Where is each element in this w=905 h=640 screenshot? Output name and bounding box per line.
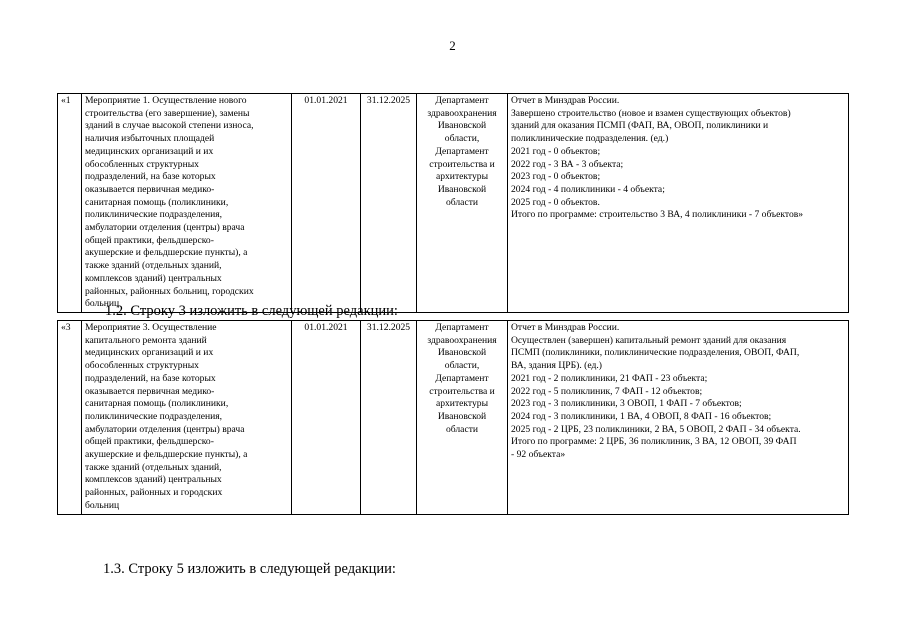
text-line: акушерские и фельдшерские пункты), а xyxy=(85,247,248,259)
text-line: поликлинические подразделения. (ед.) xyxy=(511,133,669,145)
text-line: Итого по программе: строительство 3 ВА, 4 поликлиники - 7 объектов» xyxy=(511,209,804,221)
text-line: также зданий (отдельных зданий, xyxy=(85,461,222,473)
text-line: области xyxy=(445,196,479,208)
responsible-dept-cell xyxy=(417,94,508,313)
table-row xyxy=(58,94,849,313)
table-row xyxy=(58,321,849,515)
program-table-row-1 xyxy=(57,93,849,313)
text-line: архитектуры xyxy=(435,398,489,410)
text-line: Итого по программе: 2 ЦРБ, 36 поликлиник, 3 ВА, 12 ОВОП, 39 ФАП xyxy=(511,436,797,448)
text-line: районных, районных и городских xyxy=(85,487,223,499)
text-line: архитектуры xyxy=(435,171,489,183)
text-line: строительства (его завершение), замены xyxy=(85,107,250,119)
text-line: Осуществлен (завершен) капитальный ремонт зданий для оказания xyxy=(511,334,787,346)
start-date-cell: 01.01.2021 xyxy=(292,94,361,313)
text-line: области xyxy=(445,423,479,435)
section-heading-1-2: 1.2. Строку 3 изложить в следующей редакции: xyxy=(105,303,398,319)
text-line: медицинских организаций и их xyxy=(85,347,214,359)
text-line: области, xyxy=(444,133,480,145)
text-line: 2024 год - 3 поликлиники, 1 ВА, 4 ОВОП, 8 ФАП - 16 объектов; xyxy=(511,410,772,422)
text-line: Департамент xyxy=(435,145,489,157)
result-cell xyxy=(508,321,849,515)
text-line: акушерские и фельдшерские пункты), а xyxy=(85,449,248,461)
row-number-cell: «1 xyxy=(58,94,82,313)
text-line: районных, районных больниц, городских xyxy=(85,285,254,297)
text-line: области, xyxy=(444,360,480,372)
text-line: Департамент xyxy=(435,322,489,333)
text-line: зданий в случае высокой степени износа, xyxy=(85,120,254,132)
text-line: 2021 год - 2 поликлиники, 21 ФАП - 23 объекта; xyxy=(511,372,708,384)
text-line: обособленных структурных xyxy=(85,360,199,372)
text-line: санитарная помощь (поликлиники, xyxy=(85,398,229,410)
text-line: Отчет в Минздрав России. xyxy=(511,322,620,333)
text-line: ПСМП (поликлиники, поликлинические подразделения, ОВОП, ФАП, xyxy=(511,347,800,359)
text-line: 2023 год - 0 объектов; xyxy=(511,171,601,183)
text-line: Ивановской xyxy=(437,410,487,422)
text-line: амбулатории отделения (центры) врача xyxy=(85,423,245,435)
text-line: медицинских организаций и их xyxy=(85,145,214,157)
text-line: строительства и xyxy=(429,385,495,397)
text-line: общей практики, фельдшерско- xyxy=(85,234,214,246)
text-line: оказывается первичная медико- xyxy=(85,183,215,195)
text-line: общей практики, фельдшерско- xyxy=(85,436,214,448)
text-line: обособленных структурных xyxy=(85,158,199,170)
text-line: санитарная помощь (поликлиники, xyxy=(85,196,229,208)
text-line: Мероприятие 1. Осуществление нового xyxy=(85,95,247,106)
text-line: Ивановской xyxy=(437,347,487,359)
text-line: больниц xyxy=(85,298,120,310)
text-line: комплексов зданий) центральных xyxy=(85,474,222,486)
text-line: 2022 год - 3 ВА - 3 объекта; xyxy=(511,158,624,170)
text-line: зданий для оказания ПСМП (ФАП, ВА, ОВОП, поликлиники и xyxy=(511,120,769,132)
text-line: поликлинические подразделения, xyxy=(85,209,223,221)
text-line: амбулатории отделения (центры) врача xyxy=(85,222,245,234)
text-line: Ивановской xyxy=(437,183,487,195)
row-number-cell: «3 xyxy=(58,321,82,515)
text-line: Ивановской xyxy=(437,120,487,132)
text-line: 2023 год - 3 поликлиники, 3 ОВОП, 1 ФАП - 7 объектов; xyxy=(511,398,742,410)
text-line: ВА, здания ЦРБ). (ед.) xyxy=(511,360,602,372)
responsible-dept-cell xyxy=(417,321,508,515)
text-line: здравоохранения xyxy=(427,334,497,346)
text-line: 2025 год - 0 объектов. xyxy=(511,196,600,208)
text-line: 2024 год - 4 поликлиники - 4 объекта; xyxy=(511,183,665,195)
text-line: Департамент xyxy=(435,95,489,106)
page-number: 2 xyxy=(449,38,456,53)
text-line: больниц xyxy=(85,499,120,511)
text-line: 2022 год - 5 поликлиник, 7 ФАП - 12 объектов; xyxy=(511,385,703,397)
text-line: строительства и xyxy=(429,158,495,170)
text-line: здравоохранения xyxy=(427,107,497,119)
event-cell xyxy=(82,94,292,313)
text-line: подразделений, на базе которых xyxy=(85,372,216,384)
text-line: комплексов зданий) центральных xyxy=(85,272,222,284)
program-table-row-3 xyxy=(57,320,849,515)
text-line: оказывается первичная медико- xyxy=(85,385,215,397)
event-cell xyxy=(82,321,292,515)
text-line: Департамент xyxy=(435,372,489,384)
text-line: подразделений, на базе которых xyxy=(85,171,216,183)
text-line: Отчет в Минздрав России. xyxy=(511,95,620,106)
text-line: - 92 объекта» xyxy=(511,449,566,461)
text-line: поликлинические подразделения, xyxy=(85,410,223,422)
start-date-cell: 01.01.2021 xyxy=(292,321,361,515)
section-heading-1-3: 1.3. Строку 5 изложить в следующей редакции: xyxy=(103,561,396,577)
end-date-cell: 31.12.2025 xyxy=(361,94,417,313)
text-line: Завершено строительство (новое и взамен существующих объектов) xyxy=(511,107,791,119)
text-line: наличия избыточных площадей xyxy=(85,133,215,145)
text-line: 2021 год - 0 объектов; xyxy=(511,145,601,157)
text-line: Мероприятие 3. Осуществление xyxy=(85,322,217,333)
text-line: капитального ремонта зданий xyxy=(85,334,207,346)
text-line: также зданий (отдельных зданий, xyxy=(85,260,222,272)
result-cell xyxy=(508,94,849,313)
text-line: 2025 год - 2 ЦРБ, 23 поликлиники, 2 ВА, 5 ОВОП, 2 ФАП - 34 объекта. xyxy=(511,423,801,435)
end-date-cell: 31.12.2025 xyxy=(361,321,417,515)
